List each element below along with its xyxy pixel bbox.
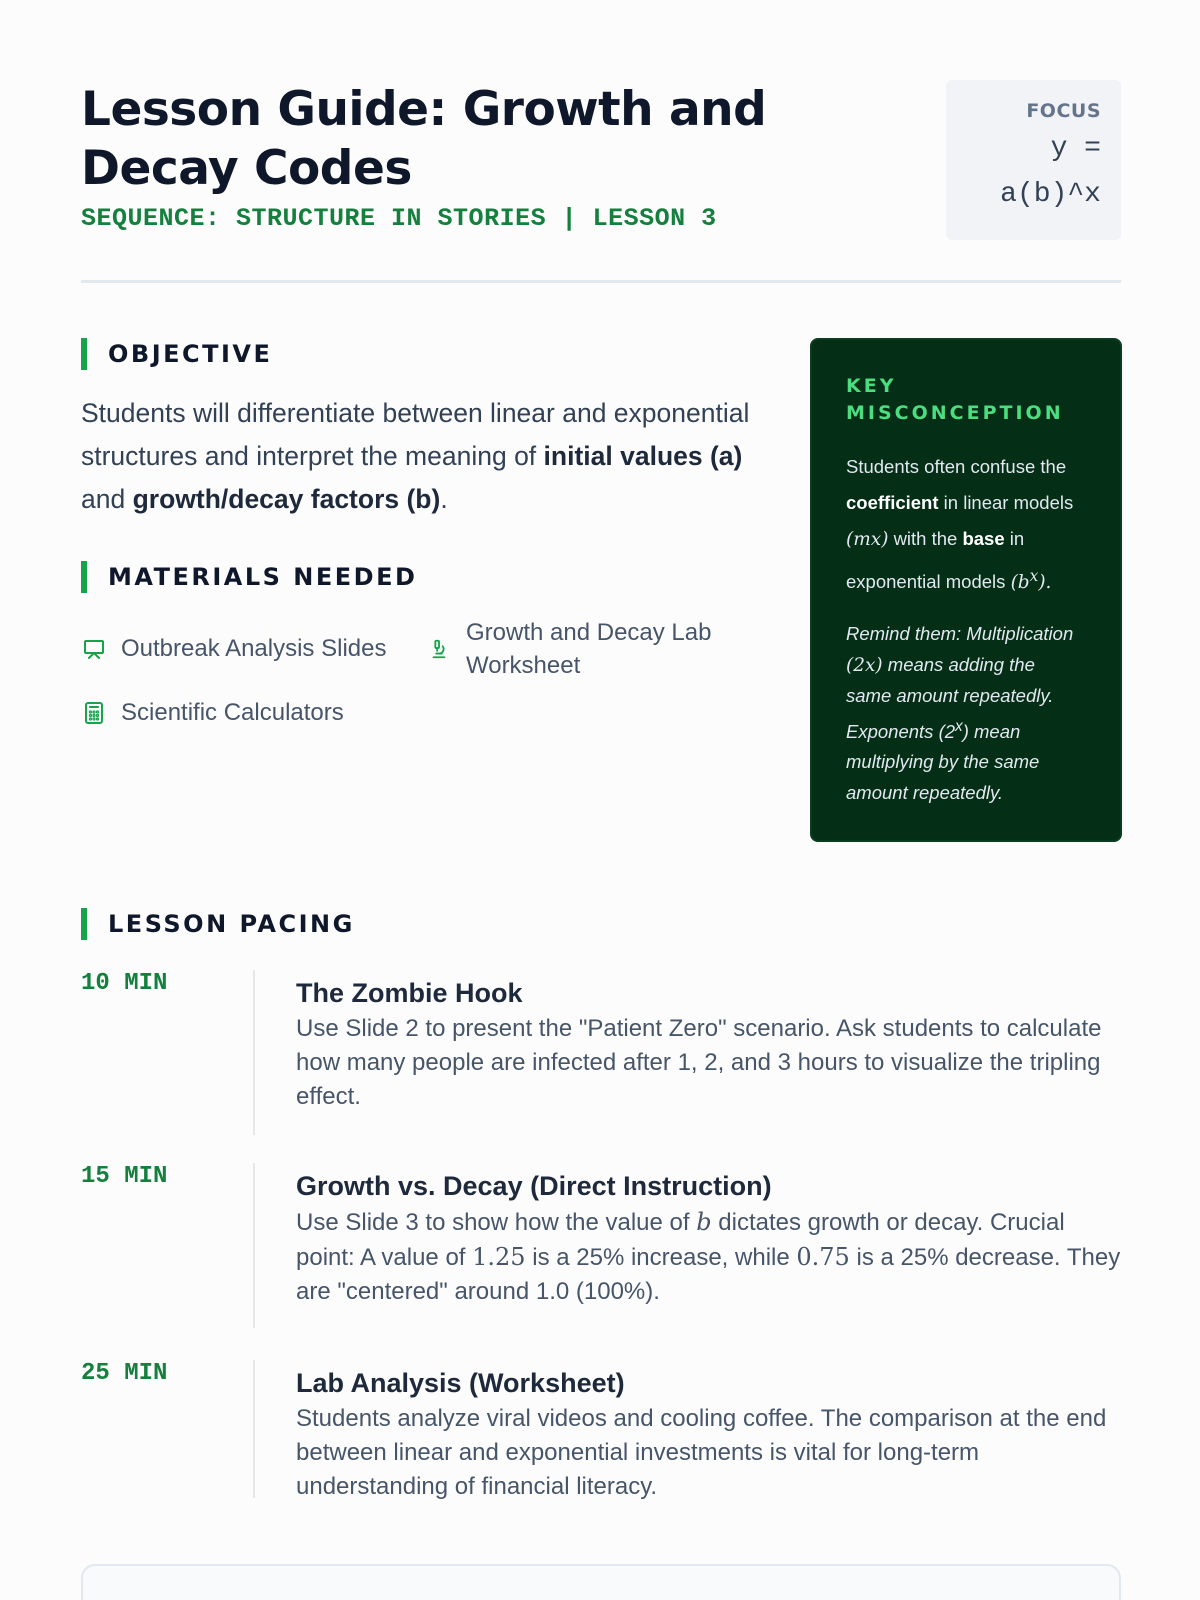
pacing-duration: 10 MIN xyxy=(81,970,168,997)
material-label: Outbreak Analysis Slides xyxy=(121,635,387,662)
misc-note-part: means adding the xyxy=(882,653,1035,675)
objective-heading xyxy=(81,338,272,370)
misc-note-line: same amount repeatedly. xyxy=(846,685,1054,707)
section-accent-bar xyxy=(81,561,87,593)
sequence-subtitle: SEQUENCE: STRUCTURE IN STORIES | LESSON 3 xyxy=(81,204,717,233)
key-misconception-card xyxy=(810,338,1122,842)
section-title: OBJECTIVE xyxy=(108,340,273,368)
pacing-row xyxy=(81,1163,1121,1328)
misc-text: in linear models xyxy=(943,492,1074,513)
pacing-math-value: 0.75 xyxy=(796,1243,850,1271)
misc-math-2x: (2x) xyxy=(846,654,883,676)
pacing-description xyxy=(296,1205,1121,1309)
focus-formula-line: a(b)^x xyxy=(1000,179,1101,210)
objective-text-part: and xyxy=(81,484,133,514)
focus-label: FOCUS xyxy=(1026,100,1101,122)
pacing-duration: 15 MIN xyxy=(81,1163,168,1190)
microscope-icon xyxy=(426,636,452,662)
section-accent-bar xyxy=(81,338,87,370)
objective-bold-growth-factors: growth/decay factors (b) xyxy=(132,484,441,514)
pacing-row xyxy=(81,970,1121,1135)
misc-note-line: Remind them: Multiplication xyxy=(846,623,1074,645)
misc-text: exponential models xyxy=(846,571,1006,593)
pacing-math-b: b xyxy=(696,1208,712,1236)
objective-text xyxy=(81,392,761,521)
pacing-title: Lab Analysis (Worksheet) xyxy=(296,1368,625,1398)
material-label: Scientific Calculators xyxy=(121,699,344,726)
materials-heading xyxy=(81,561,417,593)
misc-text: Students often confuse the xyxy=(846,456,1067,477)
page-header xyxy=(81,80,1121,280)
misc-math-part: (b xyxy=(1010,572,1030,594)
pacing-math-value: 1.25 xyxy=(472,1243,526,1271)
pacing-timeline-line xyxy=(253,1360,255,1498)
pacing-desc-part: is a 25% decrease. They are "centered" around 1.0 (100%). xyxy=(296,1244,1121,1305)
focus-formula xyxy=(946,126,1101,218)
pacing-description: Use Slide 2 to present the "Patient Zero" scenario. Ask students to calculate how many people are infected after 1, 2, and 3 hours to visualize the tripling effect. xyxy=(296,1015,1102,1110)
misc-text: in xyxy=(1009,528,1025,549)
objective-text-part: . xyxy=(440,484,448,514)
misc-math-sup: x xyxy=(1029,567,1039,585)
pacing-desc-part: dictates growth or decay. Crucial point: A value of xyxy=(296,1209,1065,1271)
pacing-heading xyxy=(81,908,355,940)
section-title: LESSON PACING xyxy=(108,910,355,938)
section-title: MATERIALS NEEDED xyxy=(108,563,418,591)
objective-text-part: Students will differentiate between linear and exponential structures and interpret the meaning of xyxy=(81,398,750,471)
focus-card xyxy=(946,80,1121,240)
misc-note-sup: x xyxy=(955,717,963,735)
misc-note-line xyxy=(846,650,1086,682)
pacing-timeline-line xyxy=(253,1163,255,1328)
pacing-description: Students analyze viral videos and cooling coffee. The comparison at the end between linear and exponential investments is vital for long-term understanding of financial literacy. xyxy=(296,1405,1107,1500)
material-item xyxy=(81,632,386,665)
material-item xyxy=(426,616,726,682)
misc-note-line: amount repeatedly. xyxy=(846,781,1004,803)
page-title: Lesson Guide: Growth and Decay Codes xyxy=(81,82,767,196)
pacing-desc-part: is a 25% increase, while xyxy=(525,1244,797,1271)
misconception-body xyxy=(846,449,1086,601)
footer-card xyxy=(81,1564,1121,1600)
misc-bold-coefficient: coefficient xyxy=(846,492,939,513)
misc-math-part: ). xyxy=(1038,572,1052,594)
section-accent-bar xyxy=(81,908,87,940)
pacing-timeline-line xyxy=(253,970,255,1135)
misc-note-line xyxy=(846,712,1086,748)
pacing-title: Growth vs. Decay (Direct Instruction) xyxy=(296,1171,772,1201)
pacing-content xyxy=(296,1366,1121,1504)
pacing-content xyxy=(296,1169,1121,1309)
pacing-content xyxy=(296,976,1121,1114)
misc-text: with the xyxy=(893,528,958,549)
misc-math-bx xyxy=(1010,567,1052,594)
misconception-title: KEY MISCONCEPTION xyxy=(846,375,1064,424)
misc-bold-base: base xyxy=(962,528,1005,549)
header-divider xyxy=(81,280,1121,283)
material-item xyxy=(81,696,344,729)
presentation-icon xyxy=(81,636,107,662)
pacing-row xyxy=(81,1360,1121,1498)
pacing-title: The Zombie Hook xyxy=(296,978,523,1008)
focus-formula-line: y = xyxy=(1050,133,1101,164)
pacing-duration: 25 MIN xyxy=(81,1360,168,1387)
misconception-note xyxy=(846,619,1086,808)
objective-bold-initial-values: initial values (a) xyxy=(543,441,743,471)
calculator-icon xyxy=(81,700,107,726)
pacing-desc-part: Use Slide 3 to show how the value of xyxy=(296,1209,697,1236)
material-label: Growth and Decay Lab Worksheet xyxy=(466,619,712,679)
misc-note-line: multiplying by the same xyxy=(846,751,1040,773)
misc-math-mx: (mx) xyxy=(846,529,889,550)
misc-note-part: ) mean xyxy=(962,720,1021,742)
misc-note-part: Exponents (2 xyxy=(846,720,956,742)
